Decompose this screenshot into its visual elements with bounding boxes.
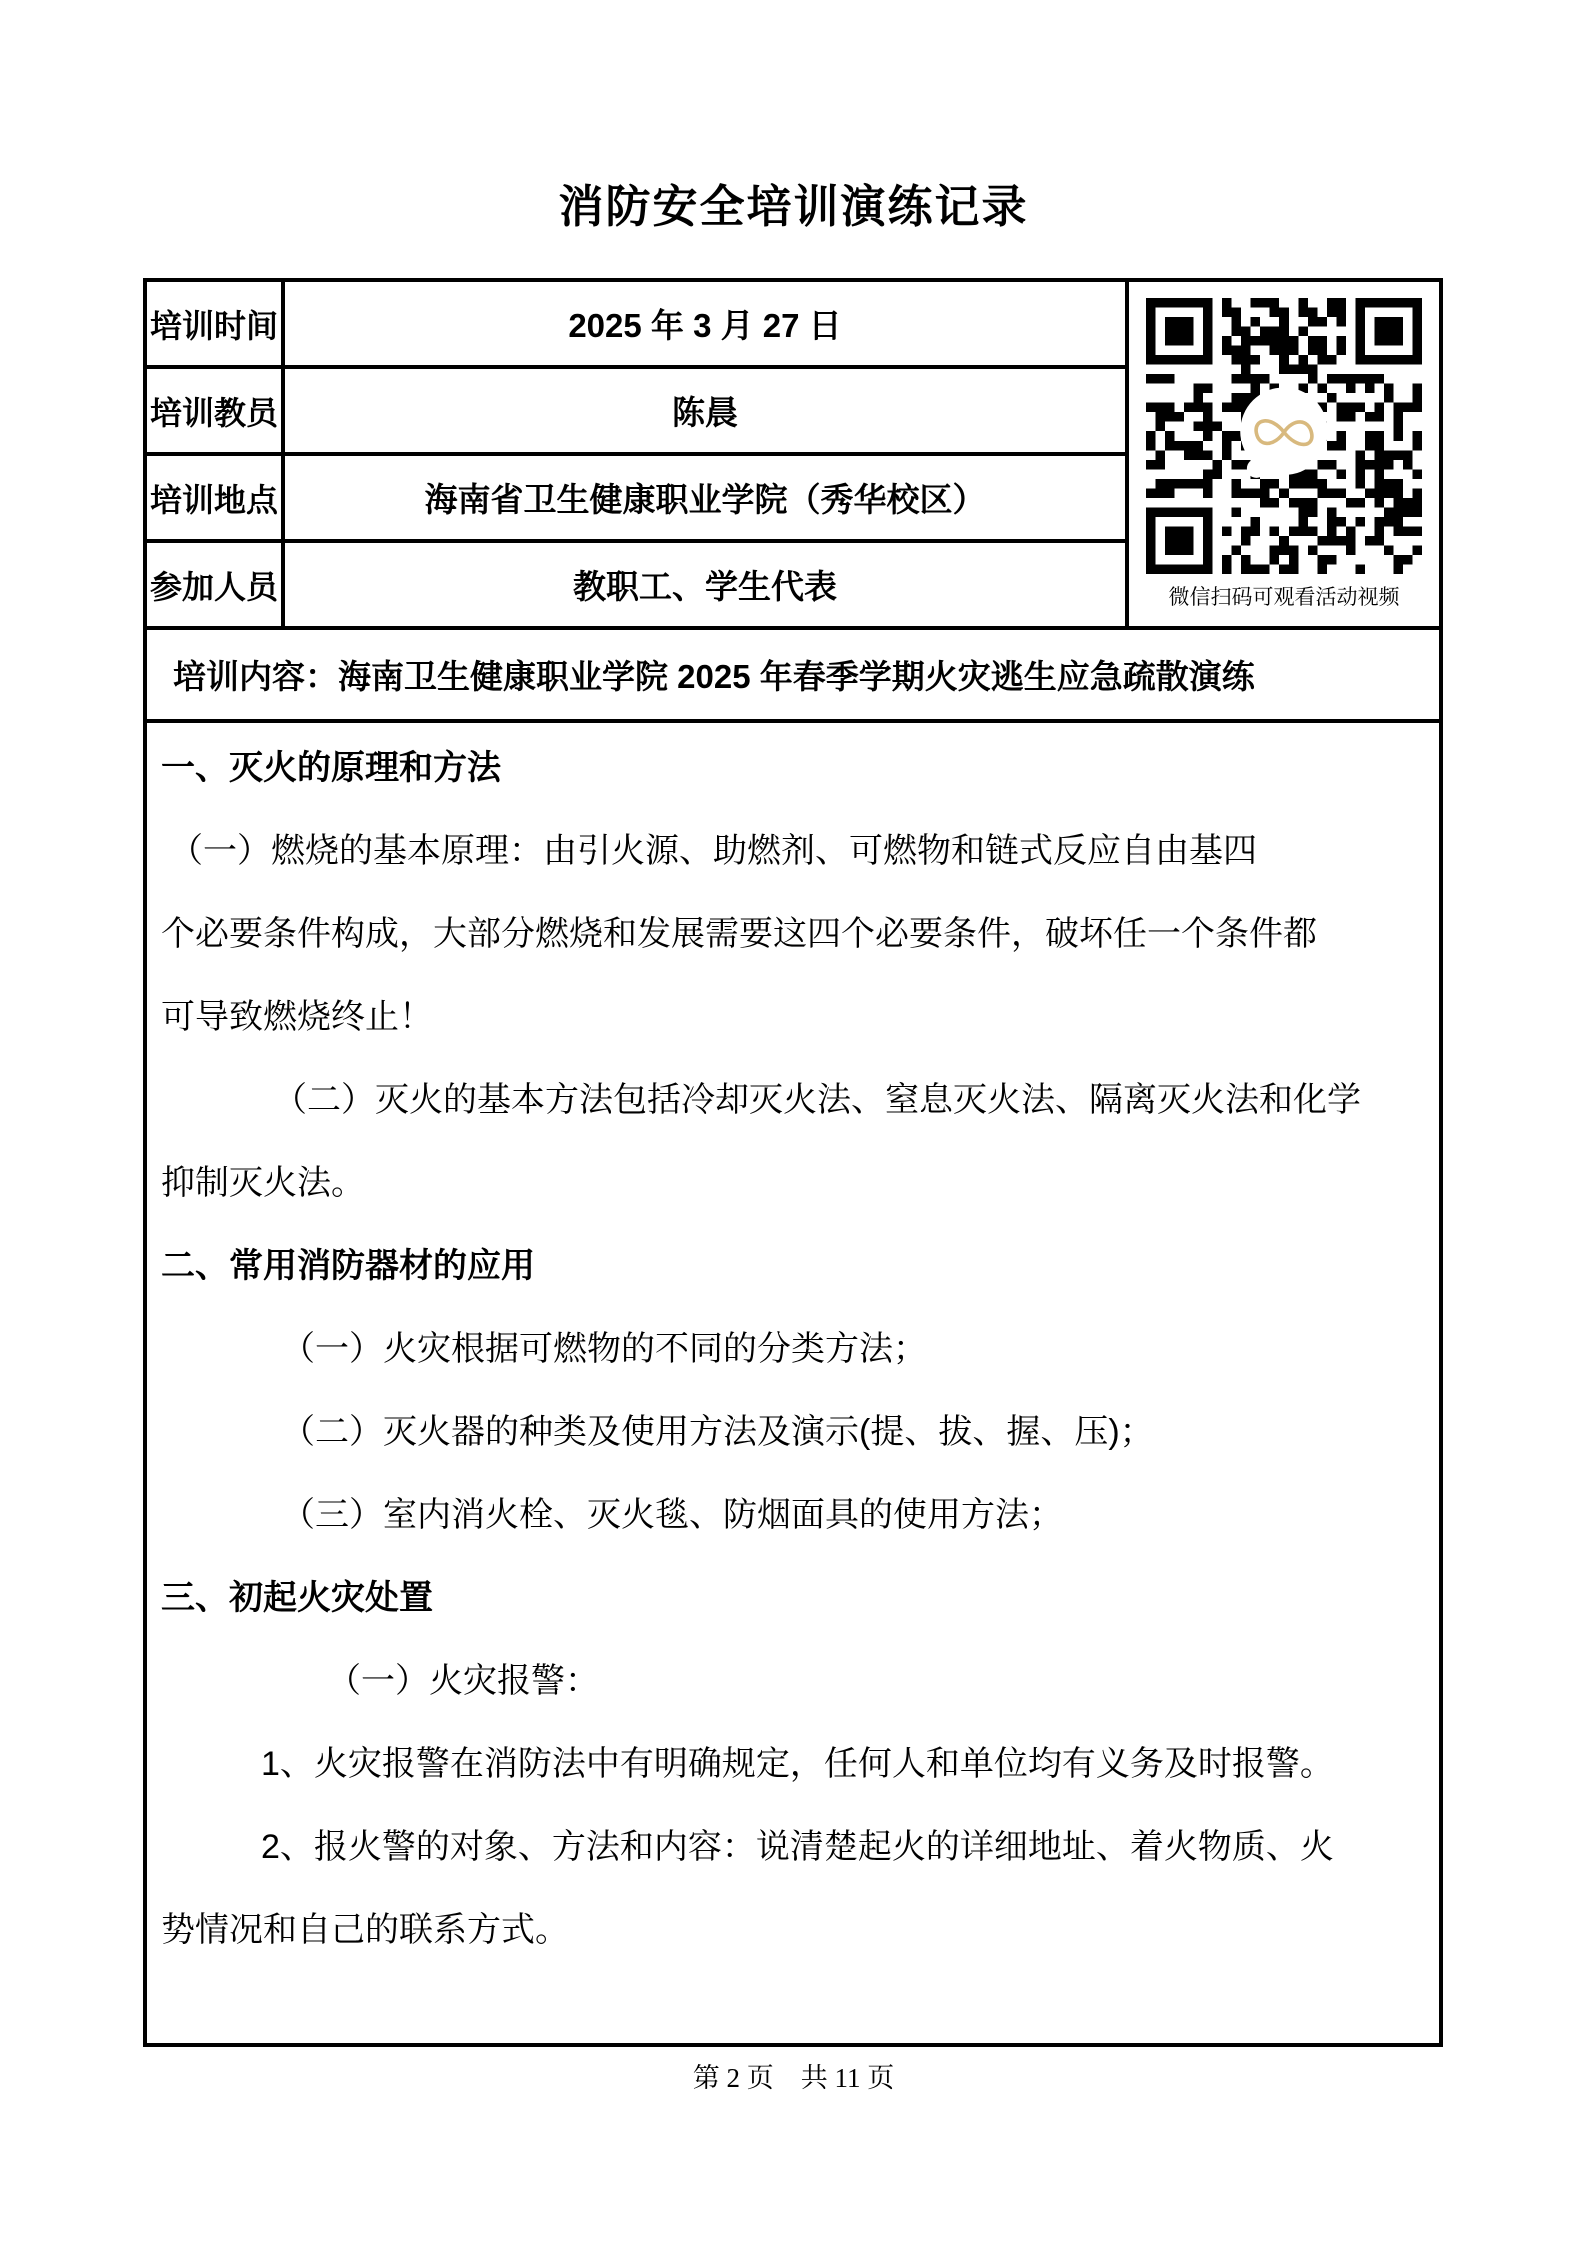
page-number: 第 2 页 共 11 页 (692, 2063, 895, 2093)
value-participants: 教职工、学生代表 (285, 543, 1125, 626)
content-line: （二）灭火器的种类及使用方法及演示(提、拔、握、压)； (281, 1413, 1154, 1451)
training-record-table (143, 278, 1443, 2047)
training-content-body (147, 723, 1439, 2043)
value-training-location: 海南省卫生健康职业学院（秀华校区） (285, 456, 1125, 539)
content-line: （二）灭火的基本方法包括冷却灭火法、窒息灭火法、隔离灭火法和化学 (273, 1081, 1361, 1119)
content-line: （一）火灾报警： (327, 1662, 599, 1700)
section-heading: 二、常用消防器材的应用 (161, 1247, 535, 1285)
label-training-instructor: 培训教员 (147, 369, 281, 452)
content-line: 个必要条件构成，大部分燃烧和发展需要这四个必要条件，破坏任一个条件都 (161, 915, 1317, 953)
value-training-time: 2025 年 3 月 27 日 (285, 282, 1125, 365)
content-line: （一）火灾根据可燃物的不同的分类方法； (281, 1330, 927, 1368)
label-training-time: 培训时间 (147, 282, 281, 365)
page-title: 消防安全培训演练记录 (558, 181, 1029, 232)
qr-cell (1129, 282, 1439, 626)
content-line: （三）室内消火栓、灭火毯、防烟面具的使用方法； (281, 1496, 1063, 1534)
content-line: 势情况和自己的联系方式。 (161, 1911, 569, 1949)
content-line: 1、火灾报警在消防法中有明确规定，任何人和单位均有义务及时报警。 (261, 1745, 1334, 1783)
training-content-row: 培训内容：海南卫生健康职业学院 2025 年春季学期火灾逃生应急疏散演练 (147, 630, 1439, 719)
content-line: 可导致燃烧终止！ (161, 998, 433, 1036)
qr-code-image (1146, 298, 1422, 574)
content-line: （一）燃烧的基本原理：由引火源、助燃剂、可燃物和链式反应自由基四 (169, 832, 1257, 870)
content-line: 抑制灭火法。 (161, 1164, 365, 1202)
content-line: 2、报火警的对象、方法和内容：说清楚起火的详细地址、着火物质、火 (261, 1828, 1334, 1866)
value-training-instructor: 陈晨 (285, 369, 1125, 452)
label-participants: 参加人员 (147, 543, 281, 626)
section-heading: 三、初起火灾处置 (161, 1579, 433, 1617)
label-training-location: 培训地点 (147, 456, 281, 539)
qr-caption: 微信扫码可观看活动视频 (1168, 585, 1400, 609)
section-heading: 一、灭火的原理和方法 (161, 749, 501, 787)
